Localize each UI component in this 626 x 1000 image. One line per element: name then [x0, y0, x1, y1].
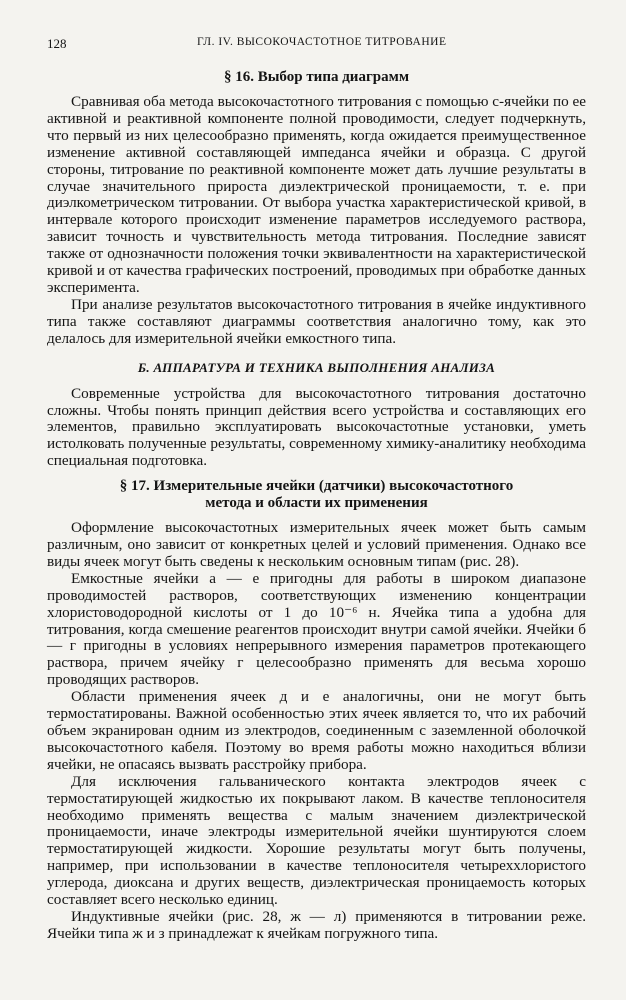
section-17-paragraph-5: Индуктивные ячейки (рис. 28, ж — л) применяются в титровании реже. Ячейки типа ж и з принадлежат к ячейкам погружного типа.	[47, 907, 586, 942]
section-17-paragraph-3: Области применения ячеек д и е аналогичны, они не могут быть термостатированы. Важной особенностью этих ячеек является то, что их рабочий объем экранирован одним из электродов, соединенным с заземленной оболочкой высокочастотного кабеля. Поэтому во время работы можно находиться вблизи ячейки, не опасаясь вызвать расстройку прибора.	[47, 688, 586, 773]
section-16-paragraph-2: При анализе результатов высокочастотного титрования в ячейке индуктивного типа также составляют диаграммы соответствия аналогично тому, как это делалось для измерительной ячейки емкостного типа.	[47, 295, 586, 347]
part-b-paragraph-1: Современные устройства для высокочастотного титрования достаточно сложны. Чтобы понять принцип действия всего устройства и составляющих его элементов, правильно эксплуатировать высокочастотные установки, уметь истолковать полученные результаты, современному химику-аналитику необходима специальная подготовка.	[47, 384, 586, 470]
page-number: 128	[47, 36, 67, 51]
part-b-title: Б. АППАРАТУРА И ТЕХНИКА ВЫПОЛНЕНИЯ АНАЛИЗА	[137, 359, 496, 375]
section-17-paragraph-4: Для исключения гальванического контакта электродов ячеек с термостатирующей жидкостью их покрывают лаком. В качестве теплоносителя необходимо применять вещества с малым значением диэлектрической проницаемости, иначе электроды измерительной ячейки шунтируются слоем термостатирующей жидкости. Хорошие результаты могут быть получены, например, при использовании в качестве теплоносителя четыреххлористого углерода, диоксана и других веществ, диэлектрическая проницаемость которых составляет всего несколько единиц.	[47, 772, 586, 909]
running-header	[47, 36, 586, 56]
section-17-paragraph-2: Емкостные ячейки а — е пригодны для работы в широком диапазоне проводимостей растворов, соответствующих изменению концентрации хлористоводородной кислоты от 1 до 10⁻⁶ н. Ячейка типа а удобна для титрования, когда смешение реагентов происходит внутри самой ячейки. Ячейки б — г пригодны в условиях непрерывного измерения параметров протекающего раствора, причем ячейку г целесообразно применять для весьма хорошо проводящих растворов.	[47, 569, 586, 689]
section-17-title-line-2: метода и области их применения	[205, 495, 428, 512]
section-16-title: § 16. Выбор типа диаграмм	[223, 69, 410, 85]
section-17-title-line-1: § 17. Измерительные ячейки (датчики) высокочастотного	[119, 478, 514, 495]
section-17-title	[47, 478, 586, 512]
running-title: ГЛ. IV. ВЫСОКОЧАСТОТНОЕ ТИТРОВАНИЕ	[197, 36, 447, 48]
section-17-paragraph-1: Оформление высокочастотных измерительных ячеек может быть самым различным, оно зависит от конкретных целей и условий применения. Однако все виды ячеек могут быть сведены к нескольким основным типам (рис. 28).	[47, 519, 586, 570]
section-16-paragraph-1: Сравнивая оба метода высокочастотного титрования с помощью c-ячейки по ее активной и реактивной компоненте полной проводимости, следует подчеркнуть, что первый из них целесообразно применять, когда ожидается преимущественное изменение активной составляющей импеданса ячейки и образца. С другой стороны, титрование по реактивной компоненте может дать лучшие результаты в случае значительного прироста диэлектрической проницаемости, т. е. при диэлкометрическом титровании. От выбора участка характеристической кривой, в интервале которого происходит изменение параметров исследуемого раствора, зависит точность и чувствительность метода титрования. Последние зависят также от однозначности положения точки эквивалентности на характеристической кривой и от качества графических построений, проводимых при обработке данных эксперимента.	[47, 93, 586, 296]
